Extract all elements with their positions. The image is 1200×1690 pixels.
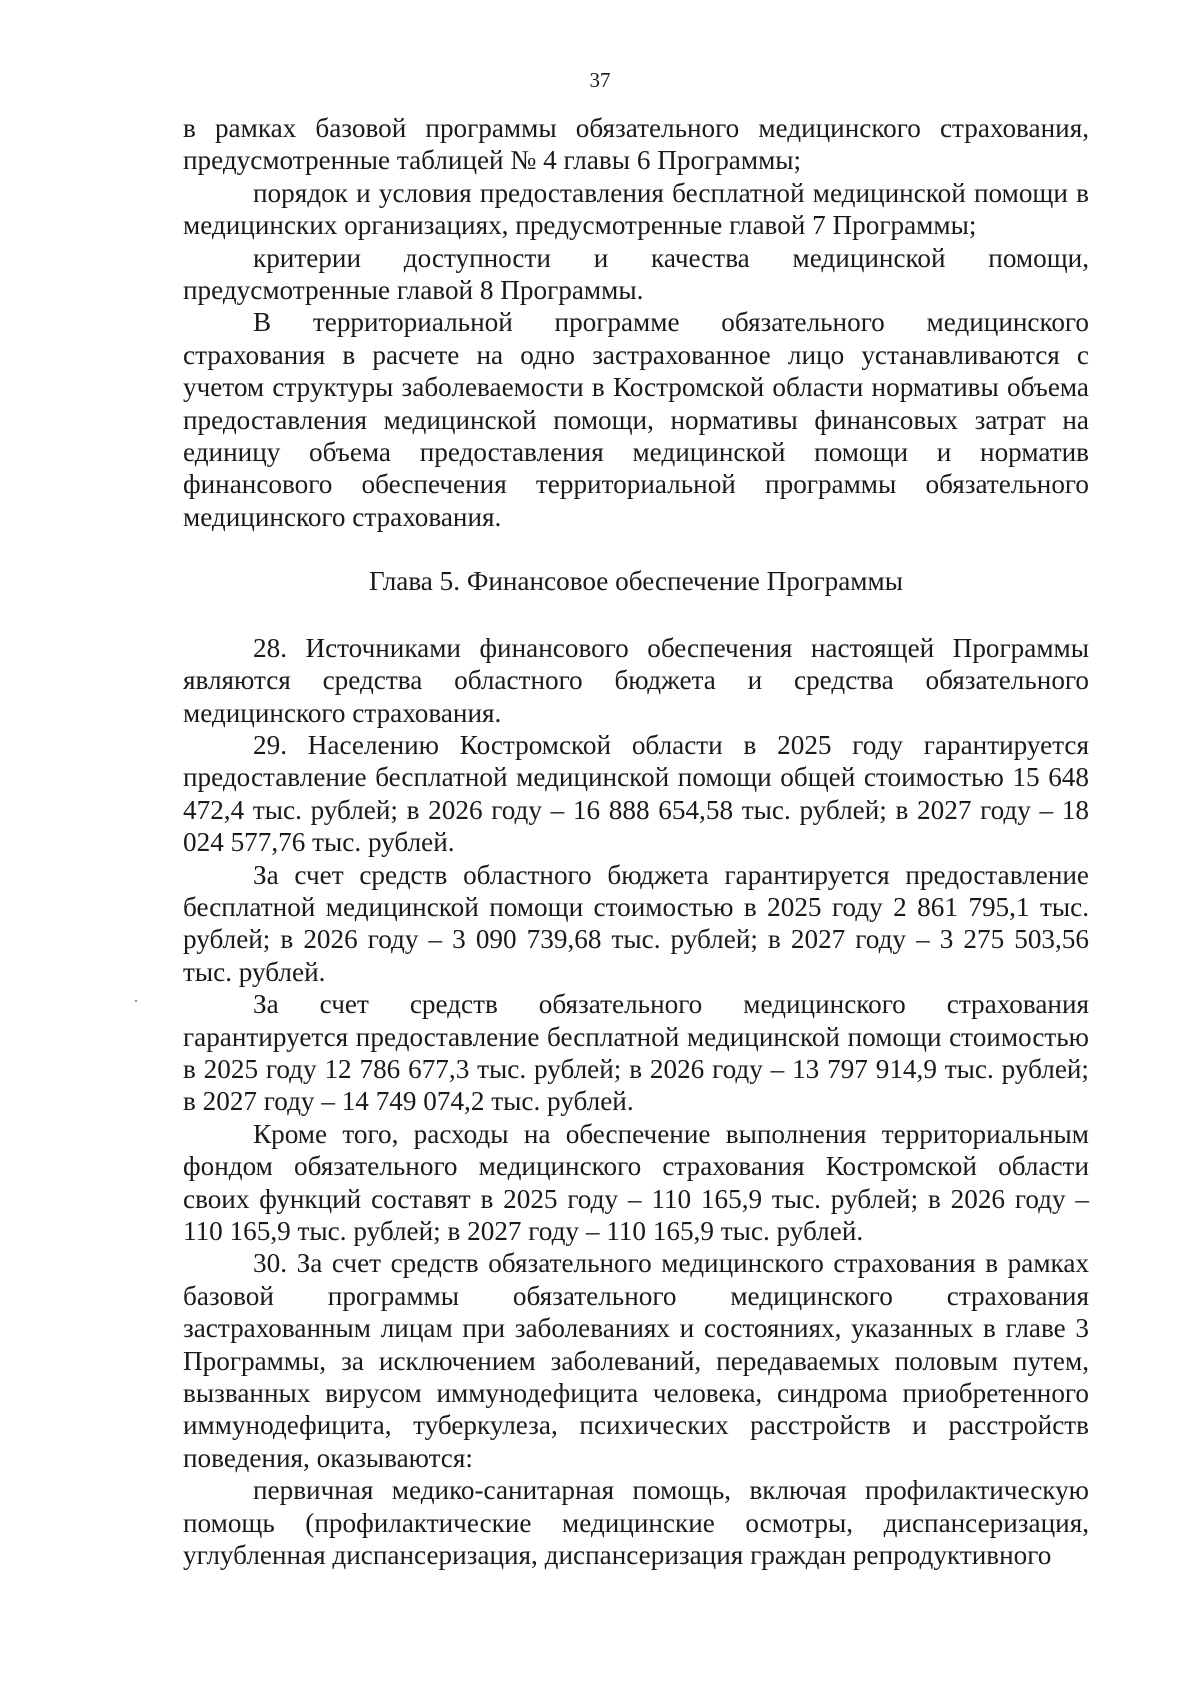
- paragraph-fund-expenses: Кроме того, расходы на обеспечение выполнения территориальным фондом обязательного медицинского страхования Костромской области своих функций составят в 2025 году – 110 165,9 тыс. рублей; в 2026 году – 110 165,9 тыс. рублей; в 2027 году – 110 165,9 тыс. рублей.: [183, 1118, 1089, 1246]
- paragraph-order-conditions: порядок и условия предоставления бесплатной медицинской помощи в медицинских организациях, предусмотренные главой 7 Программы;: [183, 177, 1089, 241]
- paragraph-oms-funds: За счет средств обязательного медицинского страхования гарантируется предоставление бесплатной медицинской помощи стоимостью в 2025 году 12 786 677,3 тыс. рублей; в 2026 году – 13 797 914,9 тыс. рублей; в 2027 году – 14 749 074,2 тыс. рублей.: [183, 989, 1089, 1117]
- scan-artifact: [135, 1000, 137, 1002]
- paragraph-regional-budget: За счет средств областного бюджета гарантируется предоставление бесплатной медицинской помощи стоимостью в 2025 году 2 861 795,1 тыс. рублей; в 2026 году – 3 090 739,68 тыс. рублей; в 2027 году – 3 275 503,56 тыс. рублей.: [183, 859, 1089, 987]
- paragraph-territorial-program: В территориальной программе обязательного медицинского страхования в расчете на одно застрахованное лицо устанавливаются с учетом структуры заболеваемости в Костромской области нормативы объема предоставления медицинской помощи, нормативы финансовых затрат на единицу объема предоставления медицинской помощи и норматив финансового обеспечения территориальной программы обязательного медицинского страхования.: [183, 307, 1089, 532]
- paragraph-28: 28. Источниками финансового обеспечения настоящей Программы являются средства областного бюджета и средства обязательного медицинского страхования.: [183, 632, 1089, 728]
- paragraph-primary-care: первичная медико-санитарная помощь, включая профилактическую помощь (профилактические медицинские осмотры, диспансеризация, углубленная диспансеризация, диспансеризация граждан репродуктивного: [183, 1475, 1089, 1571]
- paragraph-30: 30. За счет средств обязательного медицинского страхования в рамках базовой программы обязательного медицинского страхования застрахованным лицам при заболеваниях и состояниях, указанных в главе 3 Программы, за исключением заболеваний, передаваемых половым путем, вызванных вирусом иммунодефицита человека, синдрома приобретенного иммунодефицита, туберкулеза, психических расстройств и расстройств поведения, оказываются:: [183, 1248, 1089, 1473]
- paragraph-criteria: критерии доступности и качества медицинской помощи, предусмотренные главой 8 Программы.: [183, 242, 1089, 306]
- chapter-title: Глава 5. Финансовое обеспечение Программы: [369, 566, 903, 597]
- document-body: [183, 112, 1089, 1571]
- paragraph-29: 29. Населению Костромской области в 2025 году гарантируется предоставление бесплатной медицинской помощи общей стоимостью 15 648 472,4 тыс. рублей; в 2026 году – 16 888 654,58 тыс. рублей; в 2027 году – 18 024 577,76 тыс. рублей.: [183, 729, 1089, 858]
- page-number: 37: [589, 68, 611, 92]
- paragraph-continuation: в рамках базовой программы обязательного медицинского страхования, предусмотренные таблицей № 4 главы 6 Программы;: [183, 113, 1089, 176]
